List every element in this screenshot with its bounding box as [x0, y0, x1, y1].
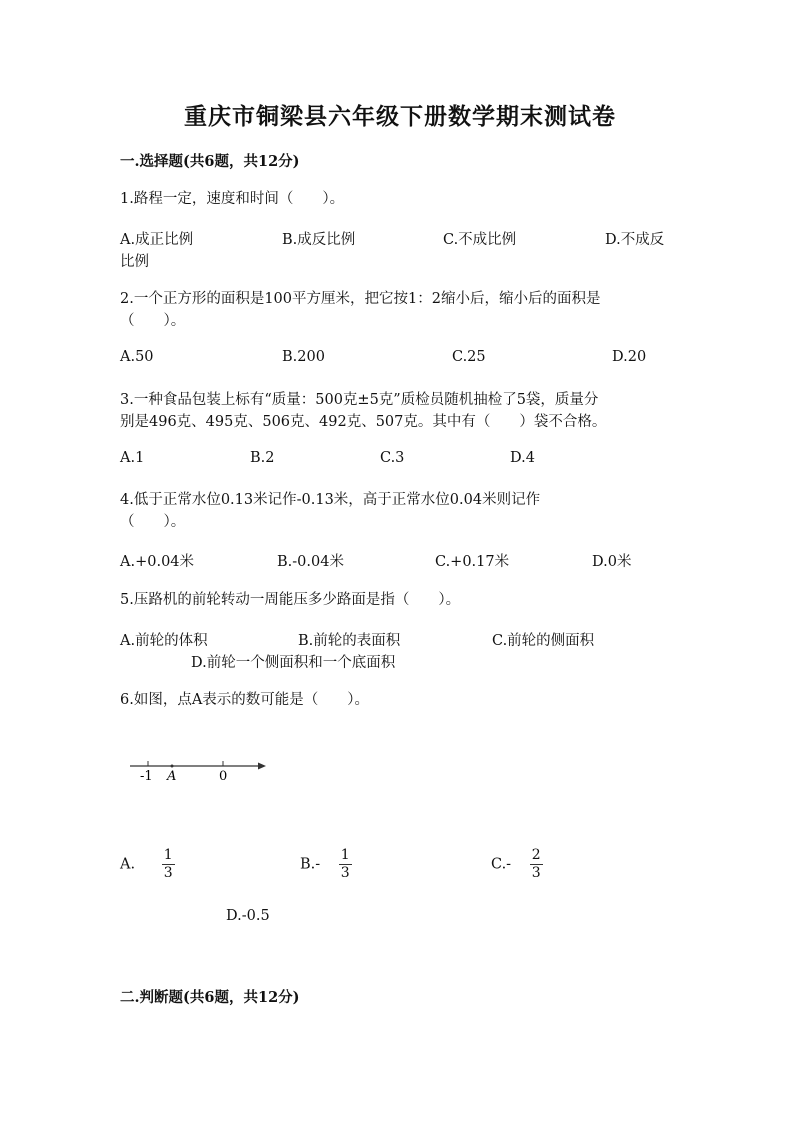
question-2-option-a[interactable]: A.50 — [120, 349, 154, 365]
label-neg-one: -1 — [140, 769, 153, 784]
question-5-option-d[interactable]: D.前轮一个侧面积和一个底面积 — [191, 655, 396, 671]
question-4-stem-line-2: （ ）。 — [120, 514, 186, 530]
option-c-prefix: C.- — [491, 856, 512, 873]
question-3-stem-line-1: 3.一种食品包装上标有“质量：500克±5克”质检员随机抽检了5袋，质量分 — [120, 392, 599, 408]
question-2-option-d[interactable]: D.20 — [612, 349, 647, 365]
question-6-option-c[interactable] — [491, 848, 543, 881]
question-2-option-c[interactable]: C.25 — [452, 349, 486, 365]
question-3-option-d[interactable]: D.4 — [510, 450, 535, 466]
fraction-denominator: 3 — [531, 865, 541, 881]
fraction-denominator: 3 — [340, 865, 350, 881]
fraction-denominator: 3 — [163, 865, 173, 881]
question-1-option-b[interactable]: B.成反比例 — [282, 232, 356, 248]
question-6-stem: 6.如图，点A表示的数可能是（ ）。 — [120, 692, 370, 708]
question-3-option-c[interactable]: C.3 — [380, 450, 405, 466]
label-point-a: A — [167, 769, 177, 784]
question-4-option-c[interactable]: C.+0.17米 — [435, 554, 510, 570]
fraction-numerator: 1 — [163, 847, 173, 863]
question-6-option-a[interactable] — [120, 848, 175, 881]
question-5-option-a[interactable]: A.前轮的体积 — [120, 633, 208, 649]
question-4-option-b[interactable]: B.-0.04米 — [277, 554, 344, 570]
question-1-option-a[interactable]: A.成正比例 — [120, 232, 194, 248]
fraction-numerator: 1 — [340, 847, 350, 863]
option-a-fraction — [162, 848, 175, 881]
page-title: 重庆市铜梁县六年级下册数学期末测试卷 — [184, 103, 616, 130]
question-1-option-c[interactable]: C.不成比例 — [443, 232, 517, 248]
question-2-option-b[interactable]: B.200 — [282, 349, 325, 365]
question-1-option-d-continued: 比例 — [120, 254, 149, 270]
option-b-fraction — [339, 848, 352, 881]
question-4-option-a[interactable]: A.+0.04米 — [120, 554, 195, 570]
question-2-stem-line-2: （ ）。 — [120, 313, 186, 329]
question-1-option-d[interactable]: D.不成反 — [605, 232, 665, 248]
question-1-stem: 1.路程一定，速度和时间（ ）。 — [120, 191, 345, 207]
option-b-prefix: B.- — [300, 856, 321, 873]
question-5-option-b[interactable]: B.前轮的表面积 — [298, 633, 401, 649]
question-6-option-d[interactable]: D.-0.5 — [226, 908, 270, 924]
question-4-stem-line-1: 4.低于正常水位0.13米记作-0.13米，高于正常水位0.04米则记作 — [120, 492, 541, 508]
point-a-marker — [171, 765, 174, 768]
section-1-heading: 一.选择题(共6题，共12分) — [120, 153, 300, 170]
number-line-figure — [128, 748, 273, 784]
question-4-option-d[interactable]: D.0米 — [592, 554, 632, 570]
question-6-option-b[interactable] — [300, 848, 352, 881]
section-2-heading: 二.判断题(共6题，共12分) — [120, 989, 300, 1006]
option-a-prefix: A. — [120, 856, 136, 873]
question-3-option-a[interactable]: A.1 — [120, 450, 145, 466]
question-5-stem: 5.压路机的前轮转动一周能压多少路面是指（ ）。 — [120, 592, 461, 608]
fraction-numerator: 2 — [531, 847, 541, 863]
label-zero: 0 — [219, 769, 228, 784]
question-3-option-b[interactable]: B.2 — [250, 450, 275, 466]
option-c-fraction — [530, 848, 543, 881]
number-line-arrowhead — [258, 763, 266, 770]
question-2-stem-line-1: 2.一个正方形的面积是100平方厘米，把它按1：2缩小后，缩小后的面积是 — [120, 291, 601, 307]
question-3-stem-line-2: 别是496克、495克、506克、492克、507克。其中有（ ）袋不合格。 — [120, 414, 607, 430]
question-5-option-c[interactable]: C.前轮的侧面积 — [492, 633, 595, 649]
